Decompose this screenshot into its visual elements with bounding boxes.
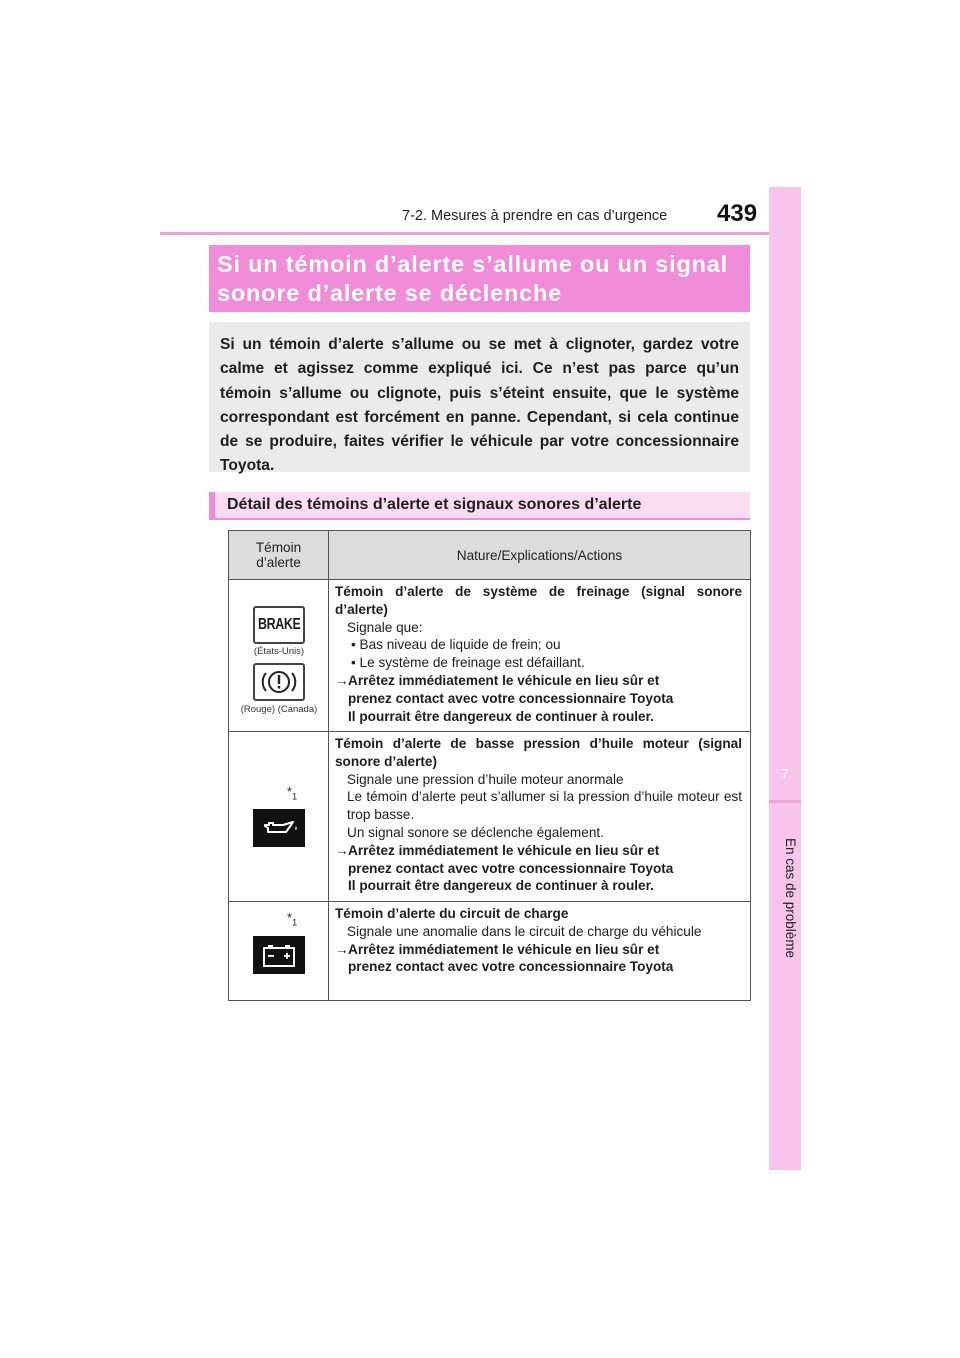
action-line bbox=[335, 672, 742, 690]
icon-region-label: (Rouge) (Canada) bbox=[240, 704, 318, 715]
footnote-index: 1 bbox=[292, 917, 298, 928]
action-continuation: prenez contact avec votre concessionnaire Toyota bbox=[348, 860, 674, 876]
description-line: Signale une anomalie dans le circuit de charge du véhicule bbox=[347, 923, 702, 939]
chapter-side-tab bbox=[769, 187, 801, 1170]
action-continuation: prenez contact avec votre concessionnaire Toyota bbox=[348, 690, 674, 706]
action-text: Arrêtez immédiatement le véhicule en lieu sûr et bbox=[348, 672, 660, 688]
bullet-text: Le système de freinage est défaillant. bbox=[359, 655, 585, 671]
warning-title: Témoin d’alerte de basse pression d’huile moteur (signal sonore d’alerte) bbox=[335, 736, 742, 769]
warning-title: Témoin d’alerte du circuit de charge bbox=[335, 906, 569, 921]
footnote-mark: * bbox=[287, 784, 293, 799]
table-row bbox=[229, 580, 751, 732]
section-title-line-1: Si un témoin d’alerte s’allume ou un signal bbox=[217, 251, 729, 277]
description-cell bbox=[329, 902, 751, 1001]
header-rule bbox=[160, 232, 800, 235]
bullet-item: • Le système de freinage est défaillant. bbox=[351, 655, 585, 671]
table-row bbox=[229, 902, 751, 1001]
footnote-mark: * bbox=[287, 910, 293, 925]
warning-icon-cell bbox=[229, 732, 329, 902]
column-header-warning-light bbox=[229, 531, 329, 580]
description-line: Signale que: bbox=[347, 619, 423, 635]
warning-icon-cell bbox=[229, 580, 329, 732]
column-header-nature: Nature/Explications/Actions bbox=[329, 531, 751, 580]
action-continuation: prenez contact avec votre concessionnaire Toyota bbox=[348, 959, 674, 975]
arrow-icon: → bbox=[335, 842, 349, 858]
description-line: Signale une pression d’huile moteur anormale bbox=[347, 771, 624, 787]
chapter-number: 7 bbox=[781, 766, 789, 781]
chapter-title: En cas de problème bbox=[783, 837, 798, 959]
oil-can-icon bbox=[253, 809, 305, 847]
subsection-heading: Détail des témoins d’alerte et signaux sonores d’alerte bbox=[209, 492, 750, 520]
action-continuation: Il pourrait être dangereux de continuer à rouler. bbox=[348, 878, 654, 894]
footnote-reference bbox=[287, 784, 297, 802]
brake-text-icon bbox=[253, 606, 305, 644]
warning-lights-table bbox=[228, 530, 751, 1001]
action-continuation: Il pourrait être dangereux de continuer à rouler. bbox=[348, 708, 654, 724]
icon-region-label: (États-Unis) bbox=[253, 646, 305, 657]
warning-icon-cell bbox=[229, 902, 329, 1001]
table-row bbox=[229, 732, 751, 902]
action-line bbox=[335, 941, 742, 959]
footnote-reference bbox=[287, 910, 297, 928]
warning-title: Témoin d’alerte de système de freinage (signal sonore d’alerte) bbox=[335, 584, 742, 617]
description-cell bbox=[329, 580, 751, 732]
action-text: Arrêtez immédiatement le véhicule en lieu sûr et bbox=[348, 941, 660, 957]
brake-exclamation-icon bbox=[253, 663, 305, 701]
footnote-index: 1 bbox=[292, 791, 298, 802]
bullet-text: Bas niveau de liquide de frein; ou bbox=[359, 637, 561, 653]
table-header-row bbox=[229, 531, 751, 580]
brake-icon-text: BRAKE bbox=[257, 616, 301, 633]
description-line: Un signal sonore se déclenche également. bbox=[347, 824, 604, 840]
section-title-line-2: sonore d’alerte se déclenche bbox=[217, 280, 563, 306]
arrow-icon: → bbox=[335, 672, 349, 688]
action-text: Arrêtez immédiatement le véhicule en lieu sûr et bbox=[348, 842, 660, 858]
column-header-line: d’alerte bbox=[256, 555, 301, 570]
intro-box bbox=[209, 322, 750, 475]
action-line bbox=[335, 842, 742, 860]
bullet-item: • Bas niveau de liquide de frein; ou bbox=[351, 637, 561, 653]
section-reference: 7-2. Mesures à prendre en cas d’urgence bbox=[402, 208, 668, 224]
description-cell bbox=[329, 732, 751, 902]
arrow-icon: → bbox=[335, 941, 349, 957]
page-number: 439 bbox=[717, 200, 758, 227]
description-line: Le témoin d’alerte peut s’allumer si la pression d’huile moteur est trop basse. bbox=[347, 789, 742, 823]
section-title-banner bbox=[209, 245, 750, 312]
intro-text: Si un témoin d’alerte s’allume ou se met à clignoter, gardez votre calme et agissez comme expliqué ici. Ce n’est pas parce qu’un témoin s’allume ou clignote, puis s’éteint ensuite, que le système correspondant est forcément en panne. Cependant, si cela continue de se produire, faites vérifier le véhicule par votre concessionnaire Toyota. bbox=[220, 336, 739, 475]
battery-icon bbox=[253, 936, 305, 974]
column-header-line: Témoin bbox=[255, 540, 302, 555]
